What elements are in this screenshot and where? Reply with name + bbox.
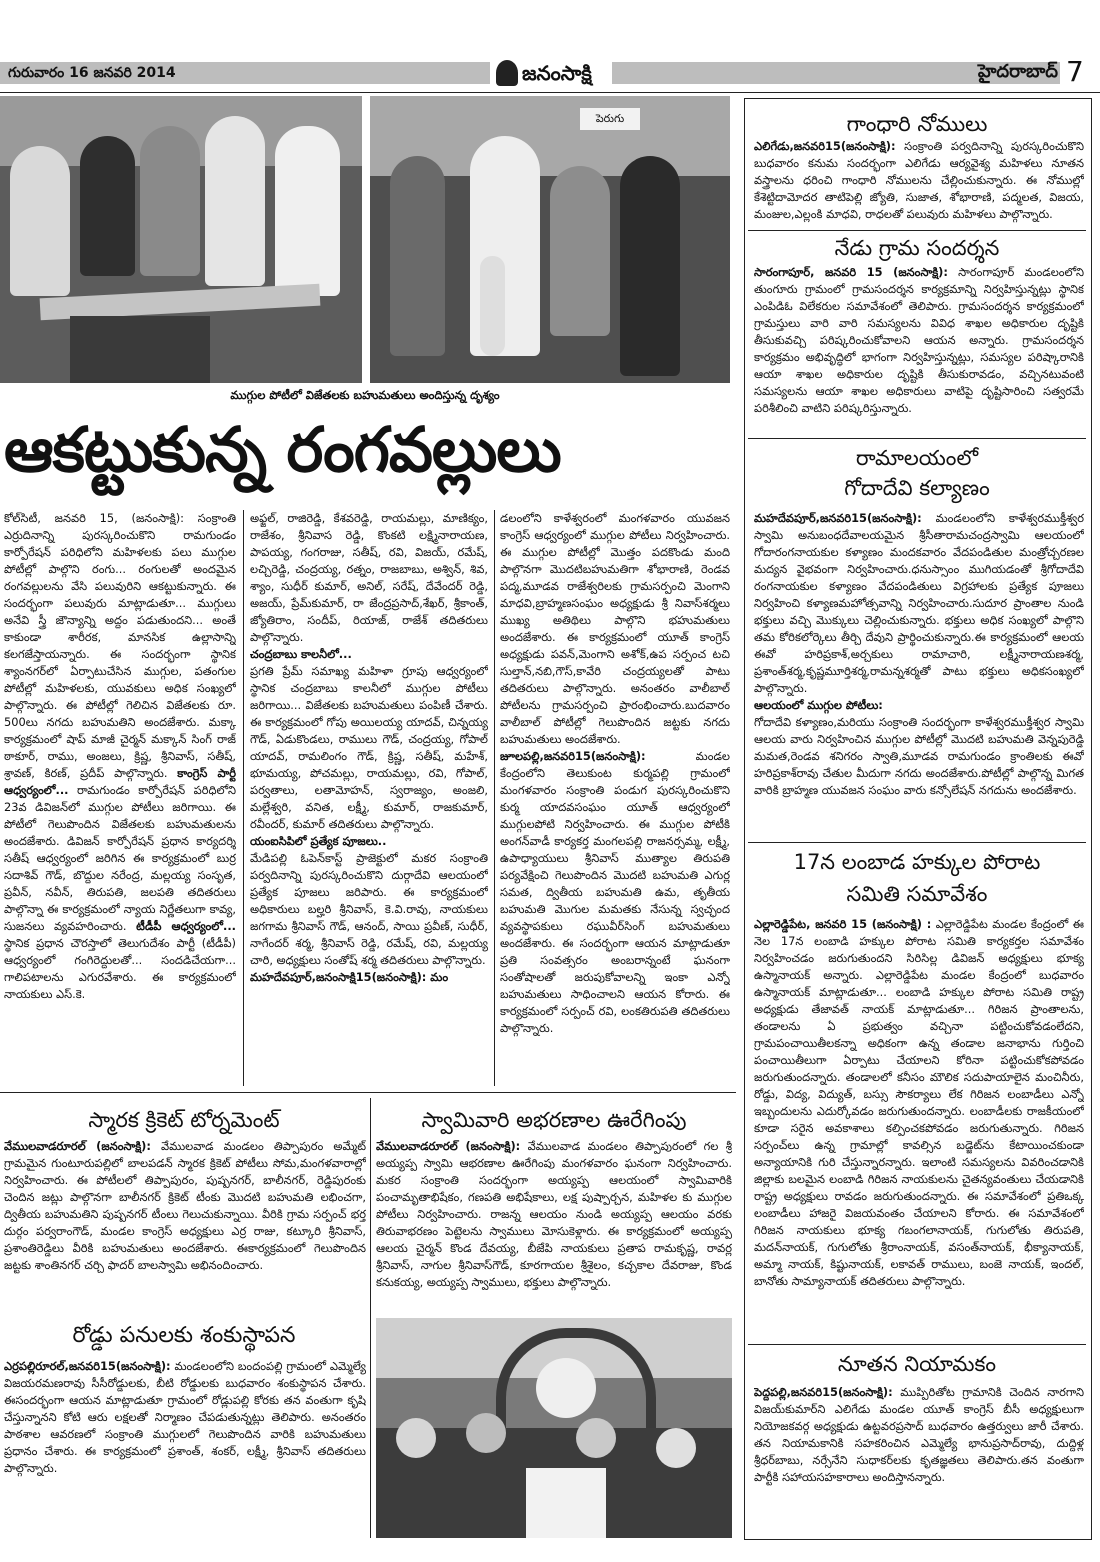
main-col3-a: డలంలోని కాళేశ్వరంలో మంగళవారం యువజన కాంగ్రెస్ ఆధ్వర్యంలో ముగ్గుల పోటీలు నిర్వహించారు. ఈ ముగ్గుల పోటీల్లో మొత్తం పదకొండు మంది పాల్గొనగా మొదటిబహుమతిగా శోభారాణి, రెండవ పద్మ,మూడవ రాజేశ్వరిలకు గ్రామసర్పంచి మెంగాని మాధవి,బ్రాహ్మణసంఘం అధ్యక్షుడు శ్రీ నివాస్‌శర్మలు ముఖ్య అతిథిలు పాల్గొని భహుమతులు అందజేశారు. ఈ కార్యక్రమంలో యూత్ కాంగ్రెస్ అధ్యక్షుడు పవన్,మెంగాని అశోక్,ఉప సర్పంచ టచి సుల్తాన్,నబి,గౌస్,కావేరి చంద్రయ్యలతో పాటు తదితరులు పాల్గొన్నారు. అనంతరం వాలీబాల్ పోటీలను గ్రామసర్పంచి ప్రారంభించారు.బుదవారం వాలీబాల్ పోటీల్లో గెలుపొందిన జట్టకు నగదు బహుమతులు అందజేశారు. — [500, 511, 730, 746]
road-body: మండలంలోని బందంపల్లి గ్రామంలో ఎమ్మెల్యే విజయరమణరావు సీసీరోడ్డులకు, బీటి రోడ్డులకు బుధవారం శంకుస్థాపన చేశారు. ఈసందర్భంగా ఆయన మాట్లాడుతూ గ్రామంలో రోడ్లుపల్లి కోరకు తన వంతుగా కృషి చేస్తున్నానని కోటి ఆరు లక్షలతో నిర్మాణం చేపడుతున్నట్లు తెలిపారు. అనంతరం పాఠశాల ఆవరణలో సంక్రాంతి ముగ్గులలో గెలుపొందిన వారికి బహుమతులు ప్రధానం చేశారు. ఈ కార్యక్రమంలో ప్రశాంత్, శంకర్, లక్ష్మీ, శ్రీనివాస్ తదితరులు పాల్గొన్నారు. — [4, 1359, 366, 1475]
right-rule-4 — [748, 1344, 1086, 1345]
masthead — [0, 56, 1100, 90]
ramalayam-lead: మహదేవపూర్,జనవరి15(జనంసాక్షి): — [754, 511, 922, 525]
shop-sign: పెరుగు — [580, 108, 640, 130]
ramalayam-title-2: గోదాదేవి కల్యాణం — [844, 476, 990, 500]
road-lead: ఎర్రపల్లిరూరల్,జనవరి15(జనంసాక్షి): — [4, 1359, 171, 1373]
main-col1-lead: కోల్‌సిటీ, జనవరి 15, (జనంసాక్షి): సంక్రాంతి ఎర్రుదినాన్ని పురస్కరించుకొని రామగుండం కార్పోరేషన్ పరిధిలోని మహిళలకు పలు ముగ్గుల పోటీల్లో పాల్గొని రంగు... రంగులతో అందమైన రంగవల్లులను వేసి పలువురిని ఆకట్టుకున్నారు. ఈ సందర్భంగా పలువురు మాట్లాడుతూ... ముగ్గులు అనేవి స్త్రీ జౌన్యాన్ని అద్దం పడుతుందని... అంతే కాకుండా శారీరక, మానసిక ఉల్లాసాన్ని కలగజేస్తాయన్నారు. ఈ సందర్భంగా స్థానిక శ్యాంనగర్‌లో ఏర్పాటుచేసిన ముగ్గుల, పతంగుల పోటీల్లో మహిళలకు, యువకులు అధిక సంఖ్యలో పాల్గొన్నారు. ఈ పోటీల్లో గెలిచిన విజేతలకు రూ. 500లు నగదు బహుమతిని అందజేశారు. మక్కా కార్యక్రమంలో షాప్ మాజీ చైర్మన్ మక్కాన్ సింగ్ రాజ్ ఠాకూర్, రాము, అంజలు, క్రిష్ణ, శ్రీనివాస్, సతీష్, శ్రావణ్, కిరణ్, ప్రదీప్ పాల్గొన్నారు. — [4, 511, 236, 780]
bottom-divider — [370, 1098, 371, 1538]
grama-story — [754, 264, 1084, 434]
col-divider-2 — [494, 510, 495, 1086]
gandhari-lead: ఎలిగేడు,జనవరి15(జనంసాక్షి): — [754, 139, 896, 153]
cricket-body: వేములవాడ మండలం తిప్పాపురం అమ్మేట్ గ్రామమైన గుంటూరుపల్లిలో బాలపడన్ స్మారక క్రికెట్ పోటీలు సోమ,మంగళవారాల్లో నిర్వహించారు. ఈ పోటీలలో తిప్పాపురం, పుష్పనగర్, బాలీనగర్, రెడ్డిపురంకు చెందిన జట్లు పాల్గొనగా బాలీనగర్ క్రికెట్ టీంకు మొదటి బహుమతి లభించగా, ద్వితీయ బహుమతిని పుష్పనగర్ టీంలు గెలుచుకున్నాయి. వీరికి గ్రామ సర్పంచ్ భర్త దుర్గం పర్వరాంగౌడ్, మండల కాంగ్రెస్ అధ్యక్షులు ఎర్ర రాజు, కట్కూరి శ్రీనివాస్, ప్రశాంతిరెడ్డిలు వీరికి బహుమతులు అందజేశారు. ఈకార్యక్రమంలో గెలుపొందిన జట్టకు శాంతినగర్ చర్చి ఫాదర్ బాలస్వామి అభినందించారు. — [4, 1139, 366, 1272]
masthead-logo — [494, 56, 608, 90]
main-col1-c: స్థానిక ప్రధాన చౌరస్తాలో తెలుగుదేశం పార్టీ (టీడీపీ) ఆధ్వర్యంలో గంగిరెద్దులతో... సందడిచేయగా... గాలిపటాలను ఎగురవేశారు. ఈ కార్యక్రమంలో నాయకులు ఎస్.కె. — [4, 936, 236, 1001]
top-photo-right — [370, 96, 730, 383]
city-label: హైదరాబాద్ — [977, 61, 1058, 82]
main-col2-sub2: యంఐసిపిలో ప్రత్యేక పూజలు.. — [250, 834, 387, 848]
main-col-2 — [250, 510, 488, 1086]
lambada-story — [754, 916, 1084, 1340]
logo-text: జనంసాక్షి — [522, 61, 592, 85]
main-col3-b: మండల కేంద్రంలోని తెలుకుంట కుర్మపల్లి గ్రామంలో మంగళవారం సంక్రాంతి పండుగ పురస్కరించుకొని కుర్మ యాదవసంఘం యూత్ ఆధ్వర్యంలో ముగ్గులపోటి నిర్వహించారు. ఈ ముగ్గుల పోటీకి అంగన్‌వాడీ కార్యకర్త మంగలపల్లి రాజనర్సమ్మ, లక్ష్మీ, ఉపాధ్యాయులు శ్రీనివాస్ ముత్యాల తిరుపతి పర్యవేక్షించి గెలుపొందిన మొదటి బహుమతి ఎగుర్ల సమత, ద్వితీయ బహుమతి ఉమ, తృతీయ బహుమతి మొగుల మమతకు నేసున్న స్వచ్ఛంద వ్యవస్థాపకులు రఘువీర్‌సింగ్ బహుమతులు అందజేశారు. ఈ సందర్భంగా ఆయన మాట్లాడుతూ ప్రతి సంవత్సరం అంబరాన్నంటే ఘనంగా సంతోషాలతో జరుపుకోవాలన్ని ఇంకా ఎన్నో బహుమతులు సాధించాలని ఆయన కోరారు. ఈ కార్యక్రమంలో సర్పంచ్ రవి, లంకతిరుపతి తదితరులు పాల్గొన్నారు. — [500, 749, 730, 1035]
lambada-lead: ఎల్లారెడ్డిపేట, జనవరి 15 (జనంసాక్షి) : — [754, 917, 932, 931]
main-col-3 — [500, 510, 730, 1086]
gandhari-title: గాంధారి నోములు — [846, 112, 988, 136]
main-col2-sub1: చంద్రబాబు కాలనీలో... — [250, 647, 352, 661]
main-col2-c: మేడిపల్లి ఓపెన్‌కాస్ట్ ప్రాజెక్టులో మకర సంక్రాంతి పర్వదినాన్ని పురస్కరించుకొని దుర్గాదేవి ఆలయంలో ప్రత్యేక పూజలు జరిపారు. ఈ కార్యక్రమంలో అధికారులు బల్హరి శ్రీనివాస్, కె.వి.రావు, నాయకులు జగగామ శ్రీనివాస్ గౌడ్, ఆనంద్, సాయి ప్రవీణ్, సుధీర్, నాగేందర్ శర్మ, శ్రీనివాస్ రెడ్డి, రమేష్, రవి, మల్లయ్య చారి, అధ్యక్షులు సంతోష్ శర్మ తదితరులు పాల్గొన్నారు. — [250, 851, 488, 967]
ayyappa-body: వేములవాడ మండలం తిప్పాపురంలో గల శ్రీ అయ్యప్ప స్వామి ఆభరణాల ఊరేగింపు మంగళవారం ఘనంగా నిర్వహించారు. మకర సంక్రాంతి సందర్భంగా అయ్యప్ప ఆలయంలో స్వామివారికి పంచామృతాభిషేకం, గణపతి అభిషేకాలు, లక్ష పుష్పార్చన, మహిళల కు ముగ్గుల పోటీలు నిర్వహించారు. రాజన్న ఆలయం నుండి అయ్యప్ప ఆలయం వరకు తిరువాభరణం పెట్టెలను స్వాములు మోసుకెళ్లారు. ఈ కార్యక్రమంలో అయ్యప్ప ఆలయ చైర్మన్ కొండ దేవయ్య, బీజేపి నాయకులు ప్రతాప రామకృష్ణ, రావర్ల శ్రీనివాస్, నాగుల శ్రీనివాస్‌గౌడ్, కూరగాయల శ్రీశైలం, కచ్చకాల దేవరాజు, కొండ కనుకయ్య, అయ్యప్ప స్వాములు, భక్తులు పాల్గొన్నారు. — [376, 1139, 732, 1289]
main-headline: ఆకట్టుకున్న రంగవల్లులు — [4, 413, 561, 486]
ramalayam-story — [754, 510, 1084, 836]
ayyappa-title: స్వామివారి అభరణాల ఊరేగింపు — [421, 1108, 687, 1132]
niyamakam-story — [754, 1384, 1084, 1532]
cricket-title: స్మారక క్రికెట్ టోర్నమెంట్ — [88, 1108, 280, 1132]
gandhari-body: సంక్రాంతి పర్వదినాన్ని పురస్కరించుకొని బుధవారం కనుమ సందర్భంగా ఎలిగేడు ఆర్యవైశ్య మహిళలు నూతన వస్త్రాలను ధరించి గాంధారి నోములను చేల్లించుకున్నారు. ఈ నోముల్లో కేశెట్టిదామోదర తాటిపెల్లి జ్యోతి, సుజాత, శోభారాణి, పద్మలత, విజయ, మంజుల,ఎల్లంకి మాధవి, రాధలతో పలువురు మహిళలు పాల్గొన్నారు. — [754, 139, 1084, 221]
grama-lead: సారంగాపూర్, జనవరి 15 (జనంసాక్షి): — [754, 265, 948, 279]
niyamakam-body: ముప్పిరితోట గ్రామానికి చెందిన నారగాని విజయ్‌కుమార్‌ని ఎలిగేడు మండల యూత్ కాంగ్రెస్ బీసీ అధ్యక్షులుగా నియోజకవర్గ అధ్యక్షుడు ఉట్టవరప్రసాద్ బుధవారం ఉత్తర్వులు జారీ చేశారు. తన నియామకానికి సహకరించిన ఎమ్మెల్యే భానుప్రసాద్‌రావు, దుద్దిళ్ల శ్రీధర్‌బాబు, నర్సేనేని సుధాకర్‌లకు కృతజ్ఞతలు తెలిపారు.తన వంతుగా పార్టీకి సహాయసహకారాలు అందిస్తానన్నారు. — [754, 1385, 1084, 1484]
ayyappa-lead: వేములవాడరూరల్ (జనంసాక్షి): — [376, 1139, 521, 1153]
right-rule-1 — [748, 230, 1086, 231]
lambada-title-1: 17న లంబాడ హక్కుల పోరాట — [793, 850, 1041, 874]
niyamakam-title: నూతన నియామకం — [837, 1352, 997, 1376]
top-photo-left — [0, 96, 362, 383]
logo-emblem-icon — [496, 60, 518, 86]
main-col1-sub1: కాంగ్రెస్ పార్టీ ఆధ్వర్యంలో... — [4, 766, 236, 797]
ayyappa-story — [376, 1138, 732, 1314]
lambada-body: ఎల్లారెడ్డిపేట మండల కేంద్రంలో ఈ నెల 17న లంబాడి హక్కుల పోరాట సమితి కార్యకర్తల సమావేశం నిర్వహించడం జరుగుతుందని సిరిసిల్ల డివిజన్ అధ్యక్షులు భూక్య ఉస్మానాయక్ అన్నారు. ఎల్లారెడ్డిపేట మండల కేంద్రంలో బుధవారం ఉస్మానాయక్ మాట్లాడుతూ... లంబాడి హక్కుల పోరాట సమితి రాష్ట్ర అధ్యక్షుడు తేజావత్ నాయక్ మాట్లాడుతూ... గిరిజన ప్రాంతాలను, తండాలను ఏ ప్రభుత్వం వచ్చినా పట్టించుకోవడంలేదని, గ్రామపంచాయితీలకన్నా అధికంగా ఉన్న తండాల జనాభాను గుర్తించి పంచాయితీలుగా ఏర్పాటు చేయాలని కోరినా పట్టించుకోకపోవడం జరుగుతుందన్నారు. తండాలలో కనీసం మౌలిక సదుపాయాలైన మంచినీరు, రోడ్డు, విద్య, విద్యుత్, బస్సు సౌకర్యాలు లేక గిరిజన లంబాడీలు ఎన్నో ఇబ్బందులను ఎదుర్కోవడం జరుగుతుందన్నారు. లంబాడీలకు రాజకీయంలో కూడా సరైన అవకాశాలు కల్పించకపోవడం జరుగుతున్నారు. గిరిజన సర్పంచ్‌లు ఉన్న గ్రామాల్లో కావల్సిన బడ్జెట్‌ను కేటాయించకుండా అన్యాయానికి గురి చేస్తున్నారన్నారు. ఇలాంటి సమస్యలను వివరించడానికి జిల్లాకు బలమైన లంబాడి గిరిజన నాయకులను చైతన్యవంతులు చేయడానికి రాష్ట్ర అధ్యక్షులు రావడం జరుగుతుందన్నారు. ఈ సమావేశంలో ప్రతిఒక్క లంబాడీలు హాజరై విజయవంతం చేయాలని కోరారు. ఈ సమావేశంలో గిరిజన నాయకులు భూక్య గబంగలానాయక్, గుగులోతు తిరుపతి, మదన్‌నాయక్, గుగులోతు శ్రీరాంనాయక్, వసంత్‌నాయక్, భీక్యానాయక్, అమ్మా నాయక్, కిష్టునాయక్, లకావత్ రాములు, బంజె నాయక్, ఇందల్, బానోతు సామ్యానాయక్ తదితరులు పాల్గొన్నారు. — [754, 917, 1084, 1288]
main-col1-b: రామగుండం కార్పోరేషన్ పరిధిలోని 23వ డివిజన్‌లో ముగ్గుల పోటీలు జరిగాయి. ఈ పోటీలో గెలుపొందిన విజేతలకు బహుమతులను అందజేశారు. డివిజన్ కార్పోరేషన్ ప్రధాన కార్యదర్శి సతీష్ ఆధ్వర్యంలో జరిగిన ఈ కార్యక్రమంలో బుర్ర సదాశివ్ గౌడ్, బొద్దుల నరేంద్ర, మల్లయ్య సంసృత, ప్రవీన్, నవీన్, తిరుపతి, జలపతి తదితరులు పాల్గొన్నా ఈ కార్యక్రమంలో న్యాయ నిర్ణేతలుగా కావ్య, సుజనలు వ్యవహరించారు. — [4, 783, 236, 933]
procession-photo — [376, 1318, 732, 1538]
col-divider-1 — [243, 510, 244, 1086]
ramalayam-body2: గోదాదేవి కళ్యాణం,మరియు సంక్రాంతి సందర్భంగా కాళేశ్వరముక్తీశ్వర స్వామి ఆలయ వారు నిర్వహించిన ముగ్గుల పోటీల్లో మొదటి బహుమతి వెన్నపురెడ్డి మమత,రెండవ శనిగరం స్వాతి,మూడవ రామగుండం క్రాంతిలకు ఈవో హరిప్రకాశ్‌రావు చేతుల మీదుగా నగదు అందజేశారు.పోటీల్లో పాల్గొన్న మిగత వారికి బ్రాహ్మణ యువజన సంఘం వారు కన్సోలేషన్ నగదును అందజేశారు. — [754, 715, 1084, 797]
main-col2-a: అఫ్జల్, రాజిరెడ్డి, కేశవరెడ్డి, రాయమల్లు, మాణిక్యం, రాజేశం, శ్రీనివాస రెడ్డి, కొంకటి లక్ష్మినారాయణ, పాపయ్య, గంగరాజు, సతీష్, రవి, విజయ్, రమేష్, లచ్చిరెడ్డి, చంద్రయ్య, రత్నం, రాజబాబు, అశ్విన్, శివ, శ్యాం, సుధీర్ కుమార్, అనిల్, సరేష్, దేవేందర్ రెడ్డి, అజయ్, ప్రేమ్‌కుమార్, రా జేంద్రప్రసాద్,శేఖర్, శ్రీకాంత్, జ్యోతిరాం, సందీప్, రియాజ్, రాజేశ్ తదితరులు పాల్గొన్నారు. — [250, 511, 488, 644]
main-bottom-rule — [0, 1092, 736, 1093]
photo-caption: ముగ్గుల పోటీలో విజేతలకు బహుమతులు అందిస్తున్న దృశ్యం — [230, 388, 500, 402]
grama-body: సారంగాపూర్ మండలంలోని తుంగూరు గ్రామంలో గ్రామసందర్శన కార్యక్రమాన్ని నిర్వహిస్తున్నట్లు స్థానిక ఎంపిడిఓ విలేకరుల సమావేశంలో తెలిపారు. గ్రామసందర్శన కార్యక్రమంలో గ్రామస్తులు వారి వారి సమస్యలను వివిధ శాఖల అధికారుల దృష్టికి తీసుకువచ్చి పరిష్కరించుకోవాలని ఆయన అన్నారు. గ్రామసందర్శన కార్యక్రమం అభివృద్ధిలో భాగంగా నిర్వహిస్తున్నట్లు, సమస్యల పరిష్కారానికి ఆయా శాఖల అధికారుల దృష్టికి తీసుకురావడం, వచ్చినటువంటి సమస్యలను ఆయా శాఖల అధికారులు వాటిపై దృష్టిసారించి సత్వరమే పరిశీలించి వాటిని పరిష్కరిస్తున్నారు. — [754, 265, 1084, 415]
ramalayam-title-1: రామాలయంలో — [855, 446, 979, 470]
date-line: గురువారం 16 జనవరి 2014 — [8, 65, 176, 81]
main-col3-sub: జూలపల్లి,జనవరి15(జనంసాక్షి): — [500, 749, 646, 763]
road-title: రోడ్డు పనులకు శంకుస్థాపన — [72, 1323, 296, 1348]
main-col2-b: ప్రగతి ప్రేమ్ సమాఖ్య మహిళా గ్రూపు ఆధ్వర్యంలో స్థానిక చంద్రబాబు కాలనీలో ముగ్గుల పోటీలు జరిగాయి... విజేతలకు బహుమతులు పంపిణీ చేశారు. ఈ కార్యక్రమంలో గోపు అయిలయ్య యాదవ్, చిన్నయ్య గౌడ్, ఏడుకొండలు, రాములు గౌడ్, చంద్రయ్య, గోపాల్ యాదవ్, రామలింగం గౌడ్, క్రిష్ణ, సతీష్, మహేశ్, భూమయ్య, పోచమల్లు, రాయమల్లు, రవి, గోపాల్, పర్వతాలు, లతామోహన్, స్వరాజ్యం, అంజలి, మల్లేశ్వరి, వనిత, లక్ష్మీ, కుమార్, రాజకుమార్, రవీందర్, కుమార్ తదితరులు పాల్గొన్నారు. — [250, 664, 488, 831]
cricket-lead: వేములవాడరూరల్ (జనంసాక్షి): — [4, 1139, 151, 1153]
main-col-1 — [4, 510, 236, 1086]
right-rule-2 — [748, 438, 1086, 439]
grama-title: నేడు గ్రామ సందర్శన — [834, 236, 1000, 260]
road-story — [4, 1358, 366, 1534]
masthead-rule — [0, 92, 1100, 93]
right-rule-3 — [748, 842, 1086, 843]
niyamakam-lead: పెద్దపల్లి,జనవరి15(జనంసాక్షి): — [754, 1385, 893, 1399]
main-col2-end: మహదేవపూర్,జనంసాక్షి15(జనంసాక్షి): మం — [250, 970, 449, 984]
main-col1-sub2: టీడీపీ ఆధ్వర్యంలో... — [136, 919, 236, 933]
lambada-title-2: సమితి సమావేశం — [846, 882, 988, 906]
cricket-story — [4, 1138, 366, 1314]
page-number: 7 — [1066, 55, 1084, 88]
gandhari-story — [754, 138, 1084, 224]
ramalayam-body: మండలంలోని కాళేశ్వరముక్తీశ్వర స్వామి అనుబంధదేవాలయమైన శ్రీసీతారామచంద్రస్వామి ఆలయంలో గోదారంగనాయకుల కళ్యాణం మందకవారం వేదపండితుల మంత్రోచ్చరణల మద్యన వైభవంగా నిర్వహించారు.ధనుస్సాంం ముగియడంతో శ్రీగోదాదేవి రంగనాయకుల కళ్యాణం వేదపండితులు విగ్రహాలకు ప్రత్యేక పూజలు నిర్వహించి కళ్యాణమహోత్సవాన్ని నిర్వహించారు.సుదూర ప్రాంతాల నుండి భక్తులు వచ్చి మొక్కులు చెల్లించుకున్నారు. భక్తులు అధిక సంఖ్యలో పాల్గొని తమ కోరికలోర్కెలు తీర్చి దేవుని ప్రార్థించుకున్నారు.ఈ కార్యక్రమంలో ఆలయ ఈవో హరిప్రకాశ్,అర్చకులు రామాచారి, లక్ష్మీనారాయణశర్మ, ప్రశాంత్‌శర్మ,కృష్ణమూర్తిశర్మ,రామన్నశర్మతో పాటు భక్తులు అధికసంఖ్యలో పాల్గొన్నారు. — [754, 511, 1084, 695]
ramalayam-sub: ఆలయంలో ముగ్గుల పోటీలు: — [754, 698, 883, 712]
